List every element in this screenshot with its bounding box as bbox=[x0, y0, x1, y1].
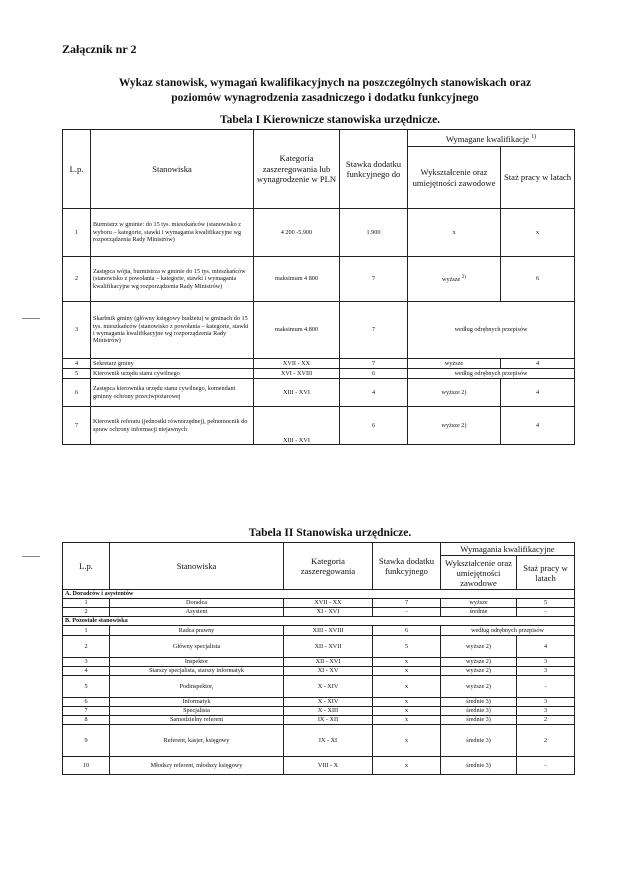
cell-wyksztalcenie: średnie bbox=[441, 608, 517, 617]
cell-lp: 2 bbox=[63, 257, 91, 302]
cell-lp: 1 bbox=[63, 209, 91, 257]
section-row bbox=[63, 590, 575, 599]
cell-kategoria: XI - XVI bbox=[284, 608, 373, 617]
cell-stanowisko: Zastępca kierownika urzędu stanu cywilnego, komendant gminny ochrony przeciwpożarowej bbox=[91, 379, 254, 407]
table-row bbox=[63, 676, 575, 698]
cell-stawka: 6 bbox=[340, 369, 408, 379]
cell-staz: - bbox=[517, 608, 575, 617]
cell-merged-requirements: według odrębnych przepisów bbox=[408, 302, 575, 359]
cell-staz: - bbox=[517, 676, 575, 698]
table-row bbox=[63, 407, 575, 445]
cell-lp: 1 bbox=[63, 599, 110, 608]
cell-stanowisko: Referent, kasjer, księgowy bbox=[110, 725, 284, 757]
cell-wyksztalcenie: x bbox=[408, 209, 501, 257]
cell-stawka: x bbox=[373, 658, 441, 667]
cell-kategoria: XVII - XX bbox=[254, 359, 340, 369]
cell-stanowisko: Radca prawny bbox=[110, 626, 284, 636]
cell-wyksztalcenie: wyższe 2) bbox=[441, 676, 517, 698]
cell-stanowisko: Skarbnik gminy (główny księgowy budżetu) w gminach do 15 tys. mieszkańców (stanowisko z powołania – kategorie, stawki i wymagania kwalifikacyjne wg rozporządzenia Rady Ministrów) bbox=[91, 302, 254, 359]
cell-kategoria: XII - XVII bbox=[284, 636, 373, 658]
cell-wyksztalcenie: wyższe $^{2)}$ bbox=[408, 257, 501, 302]
cell-stanowisko: Podinspektor, bbox=[110, 676, 284, 698]
cell-kategoria: VIII - X bbox=[284, 757, 373, 775]
section-a-label: A. Doradców i asystentów bbox=[63, 590, 575, 599]
cell-wyksztalcenie: średnie 3) bbox=[441, 725, 517, 757]
table-row bbox=[63, 369, 575, 379]
cell-stawka: x bbox=[373, 707, 441, 716]
cell-lp: 4 bbox=[63, 667, 110, 676]
t1-header-staz: Staż pracy w latach bbox=[501, 147, 575, 209]
cell-lp: 10 bbox=[63, 757, 110, 775]
cell-stawka: 6 bbox=[373, 626, 441, 636]
cell-kategoria: XIII - XVIII bbox=[284, 626, 373, 636]
table-row bbox=[63, 757, 575, 775]
t2-header-stanowiska: Stanowiska bbox=[110, 543, 284, 590]
t1-header-wymagane: Wymagane kwalifikacje $^{1)}$ bbox=[408, 130, 575, 147]
cell-staz: 2 bbox=[517, 716, 575, 725]
cell-stanowisko: Informatyk bbox=[110, 698, 284, 707]
cell-stawka: x bbox=[373, 757, 441, 775]
cell-staz: 3 bbox=[517, 707, 575, 716]
t1-header-stawka: Stawka dodatku funkcyjnego do bbox=[340, 130, 408, 209]
cell-stanowisko: Asystent bbox=[110, 608, 284, 617]
cell-lp: 8 bbox=[63, 716, 110, 725]
cell-kategoria: X - XIV bbox=[284, 698, 373, 707]
cell-wyksztalcenie: średnie 3) bbox=[441, 757, 517, 775]
cell-stawka: x bbox=[373, 716, 441, 725]
cell-stanowisko: Doradca bbox=[110, 599, 284, 608]
cell-lp: 4 bbox=[63, 359, 91, 369]
cell-wyksztalcenie: wyższe bbox=[441, 599, 517, 608]
cell-staz: x bbox=[501, 209, 575, 257]
cell-lp: 3 bbox=[63, 302, 91, 359]
cell-merged-requirements: według odrębnych przepisów bbox=[408, 369, 575, 379]
table-row bbox=[63, 359, 575, 369]
cell-kategoria: X - XIII bbox=[284, 707, 373, 716]
table-row bbox=[63, 658, 575, 667]
cell-staz: - bbox=[517, 757, 575, 775]
cell-lp: 6 bbox=[63, 698, 110, 707]
cell-lp: 1 bbox=[63, 626, 110, 636]
cell-kategoria: XI - XV bbox=[284, 667, 373, 676]
cell-stawka: x bbox=[373, 725, 441, 757]
table-row bbox=[63, 667, 575, 676]
cell-staz: 6 bbox=[501, 257, 575, 302]
cell-staz: 4 bbox=[501, 379, 575, 407]
cell-stawka: - bbox=[373, 608, 441, 617]
t2-header-lp: L.p. bbox=[63, 543, 110, 590]
table-row bbox=[63, 379, 575, 407]
cell-stawka: x bbox=[373, 676, 441, 698]
t2-header-wymagania: Wymagania kwalifikacyjne bbox=[441, 543, 575, 556]
cell-kategoria: XIII - XVI bbox=[254, 379, 340, 407]
cell-wyksztalcenie: średnie 3) bbox=[441, 698, 517, 707]
cell-staz: 4 bbox=[517, 636, 575, 658]
cell-merged-requirements: według odrębnych przepisów bbox=[441, 626, 575, 636]
table-row bbox=[63, 302, 575, 359]
t1-header-wyksztalcenie: Wykształcenie oraz umiejętności zawodowe bbox=[408, 147, 501, 209]
cell-stawka: 7 bbox=[340, 257, 408, 302]
cell-lp: 7 bbox=[63, 707, 110, 716]
cell-stanowisko: Kierownik referatu (jednostki równorzędnej), pełnomocnik do spraw ochrony informacji niejawnych bbox=[91, 407, 254, 445]
cell-wyksztalcenie: wyższe 2) bbox=[441, 636, 517, 658]
table1 bbox=[62, 129, 575, 445]
table-row bbox=[63, 626, 575, 636]
table-row bbox=[63, 725, 575, 757]
margin-mark bbox=[22, 556, 40, 557]
table-row bbox=[63, 636, 575, 658]
cell-stanowisko: Inspektor bbox=[110, 658, 284, 667]
cell-lp: 5 bbox=[63, 369, 91, 379]
cell-stawka: x bbox=[373, 667, 441, 676]
cell-kategoria: IX - XII bbox=[284, 716, 373, 725]
table-row bbox=[63, 707, 575, 716]
cell-stawka: 5 bbox=[373, 636, 441, 658]
cell-lp: 9 bbox=[63, 725, 110, 757]
table-row bbox=[63, 716, 575, 725]
cell-wyksztalcenie: średnie 3) bbox=[441, 707, 517, 716]
cell-stanowisko: Główny specjalista bbox=[110, 636, 284, 658]
table-row bbox=[63, 599, 575, 608]
cell-kategoria: IX - XI bbox=[284, 725, 373, 757]
table1-title: Tabela I Kierownicze stanowiska urzędnicze. bbox=[219, 114, 441, 126]
cell-wyksztalcenie: wyższe 2) bbox=[441, 667, 517, 676]
section-row bbox=[63, 617, 575, 626]
t2-header-kategoria: Kategoria zaszeregowania bbox=[284, 543, 373, 590]
cell-stanowisko: Kierownik urzędu stanu cywilnego bbox=[91, 369, 254, 379]
cell-wyksztalcenie: wyższe 2) bbox=[408, 407, 501, 445]
cell-kategoria: maksimum 4 800 bbox=[254, 257, 340, 302]
cell-staz: 3 bbox=[517, 698, 575, 707]
cell-stanowisko: Sekretarz gminy bbox=[91, 359, 254, 369]
cell-stanowisko: Samodzielny referent bbox=[110, 716, 284, 725]
cell-stawka: 6 bbox=[340, 407, 408, 445]
table-row bbox=[63, 209, 575, 257]
title-line-1: Wykaz stanowisk, wymagań kwalifikacyjnych na poszczególnych stanowiskach oraz bbox=[118, 77, 532, 89]
section-b-label: B. Pozostałe stanowiska bbox=[63, 617, 575, 626]
table2 bbox=[62, 542, 575, 775]
cell-staz: 3 bbox=[517, 667, 575, 676]
cell-wyksztalcenie: wyższe 2) bbox=[408, 379, 501, 407]
t1-header-kategoria: Kategoria zaszeregowania lub wynagrodzenie w PLN bbox=[254, 130, 340, 209]
cell-lp: 6 bbox=[63, 379, 91, 407]
cell-stanowisko: Starszy specjalista, starszy informatyk bbox=[110, 667, 284, 676]
table-row bbox=[63, 608, 575, 617]
cell-staz: 5 bbox=[517, 599, 575, 608]
cell-stawka: 7 bbox=[340, 302, 408, 359]
cell-kategoria: XVII - XX bbox=[284, 599, 373, 608]
cell-kategoria: XIII - XVI bbox=[254, 407, 340, 445]
cell-lp: 7 bbox=[63, 407, 91, 445]
cell-stawka: x bbox=[373, 698, 441, 707]
document-title bbox=[40, 76, 610, 106]
title-line-2: poziomów wynagrodzenia zasadniczego i dodatku funkcyjnego bbox=[171, 92, 479, 104]
cell-staz: 3 bbox=[517, 658, 575, 667]
cell-kategoria: XII - XVI bbox=[284, 658, 373, 667]
table-row bbox=[63, 698, 575, 707]
t2-header-wyksztalcenie: Wykształcenie oraz umiejętności zawodowe bbox=[441, 556, 517, 590]
cell-wyksztalcenie: średnie 3) bbox=[441, 716, 517, 725]
cell-wyksztalcenie: wyższe bbox=[408, 359, 501, 369]
t2-header-staz: Staż pracy w latach bbox=[517, 556, 575, 590]
margin-mark bbox=[22, 318, 40, 319]
cell-lp: 2 bbox=[63, 608, 110, 617]
attachment-label: Załącznik nr 2 bbox=[62, 42, 137, 56]
cell-lp: 5 bbox=[63, 676, 110, 698]
table-row bbox=[63, 257, 575, 302]
cell-kategoria: XVI - XVIII bbox=[254, 369, 340, 379]
cell-kategoria: 4 200 -5.900 bbox=[254, 209, 340, 257]
cell-staz: 4 bbox=[501, 359, 575, 369]
cell-stawka: 4 bbox=[340, 379, 408, 407]
t1-header-stanowiska: Stanowiska bbox=[91, 130, 254, 209]
cell-stanowisko: Specjalista bbox=[110, 707, 284, 716]
t1-header-lp: L.p. bbox=[63, 130, 91, 209]
cell-stanowisko: Młodszy referent, młodszy księgowy bbox=[110, 757, 284, 775]
cell-stanowisko: Burmistrz w gminie: do 15 tys. mieszkańców (stanowisko z wyboru – kategorie, stawki i wymagania kwalifikacyjne wg rozporządzenia Rady Ministrów) bbox=[91, 209, 254, 257]
table2-title: Tabela II Stanowiska urzędnicze. bbox=[248, 527, 412, 539]
cell-staz: 4 bbox=[501, 407, 575, 445]
cell-stawka: 7 bbox=[373, 599, 441, 608]
cell-stanowisko: Zastępca wójta, burmistrza w gminie do 15 tys. mieszkańców (stanowisko z powołania – kategorie, stawki i wymagania kwalifikacyjne wg rozporządzenia Rady Ministrów) bbox=[91, 257, 254, 302]
cell-stawka: 7 bbox=[340, 359, 408, 369]
cell-kategoria: X - XIV bbox=[284, 676, 373, 698]
cell-lp: 3 bbox=[63, 658, 110, 667]
cell-stawka: 1.900 bbox=[340, 209, 408, 257]
cell-wyksztalcenie: wyższe 2) bbox=[441, 658, 517, 667]
cell-kategoria: maksimum 4.800 bbox=[254, 302, 340, 359]
cell-staz: 2 bbox=[517, 725, 575, 757]
t2-header-stawka: Stawka dodatku funkcyjnego bbox=[373, 543, 441, 590]
cell-lp: 2 bbox=[63, 636, 110, 658]
